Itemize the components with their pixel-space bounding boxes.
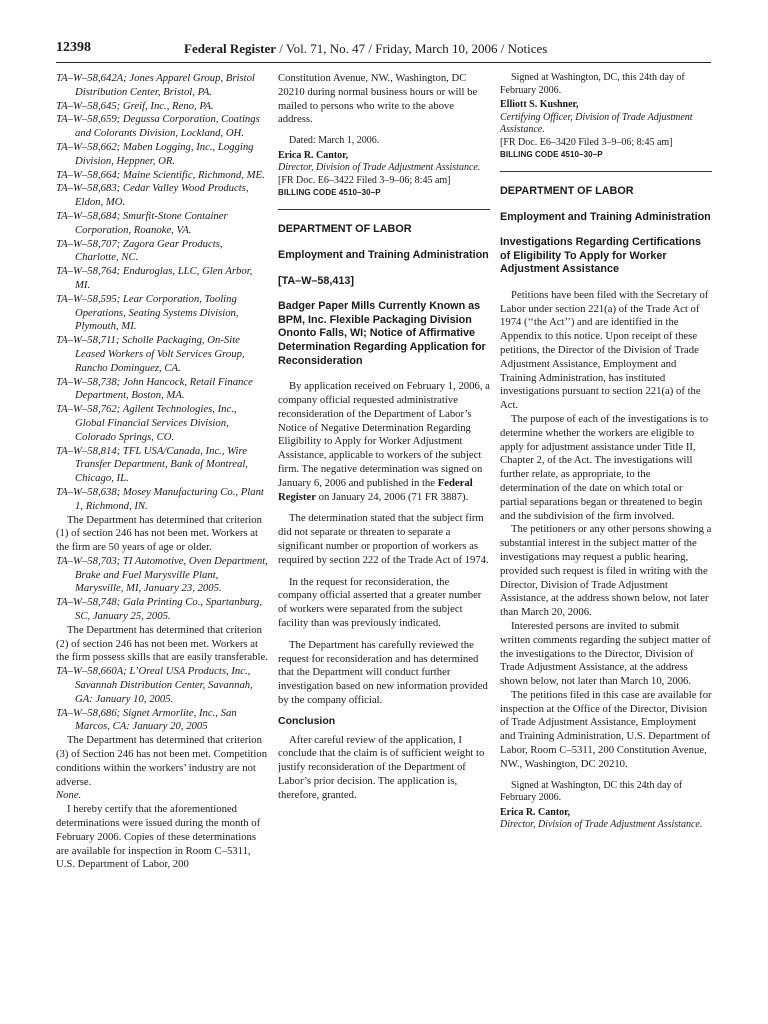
journal-name: Federal Register	[184, 41, 277, 56]
list-item: TA–W–58,764; Enduroglas, LLC, Glen Arbor, MI.	[56, 265, 253, 291]
list-item: TA–W–58,645; Greif, Inc., Reno, PA.	[56, 99, 214, 112]
determination-list-b	[56, 555, 268, 624]
continued-paragraph: Constitution Avenue, NW., Washington, DC 20210 during normal business hours or will be mailed to persons who write to the above address.	[278, 72, 478, 126]
fr-doc-line: [FR Doc. E6–3420 Filed 3–9–06; 8:45 am]	[500, 136, 673, 148]
page-number: 12398	[56, 40, 91, 55]
department-heading: DEPARTMENT OF LABOR	[500, 185, 634, 197]
signed-line: Signed at Washington, DC, this 24th day of February 2006.	[500, 72, 685, 96]
billing-code: BILLING CODE 4510–30–P	[500, 150, 603, 159]
list-item: TA–W–58,659; Degussa Corporation, Coatings and Colorants Division, Lockland, OH.	[56, 113, 260, 140]
conclusion-heading: Conclusion	[278, 714, 336, 727]
determination-list-a	[56, 72, 268, 514]
list-item: TA–W–58,703; TI Automotive, Oven Department, Brake and Fuel Marysville Plant, Marysville, MI, January 23, 2005.	[56, 554, 268, 595]
list-item: TA–W–58,738; John Hancock, Retail Finance Department, Boston, MA.	[56, 375, 253, 402]
body-paragraph: The Department has determined that criterion (3) of Section 246 has not been met. Competition conditions within the workers’ industry are not adverse.	[56, 734, 268, 788]
list-item: TA–W–58,638; Mosey Manufacturing Co., Plant 1, Richmond, IN.	[56, 485, 264, 512]
signer-title: Director, Division of Trade Adjustment Assistance.	[278, 162, 481, 174]
agency-heading: Employment and Training Administration	[278, 249, 489, 262]
list-item: TA–W–58,686; Signet Armorlite, Inc., San Marcos, CA: January 20, 2005	[56, 706, 237, 733]
dated-line: Dated: March 1, 2006.	[289, 135, 380, 147]
body-paragraph: The petitions filed in this case are available for inspection at the Office of the Director, Division of Trade Adjustment Assistance, Employment and Training Administration, U.S. Department of Labor, Room C–5311, 200 Constitution Avenue, NW., Washington, DC 20210.	[500, 688, 712, 770]
body-paragraph: The purpose of each of the investigations is to determine whether the workers are eligible to apply for adjustment assistance under Title II, Chapter 2, of the Act. The investigations will further relate, as appropriate, to the determination of the date on which total or partial separations began or threatened to begin and the subdivision of the firm involved.	[500, 412, 709, 522]
list-item: TA–W–58,662; Maben Logging, Inc., Logging Division, Heppner, OR.	[56, 140, 254, 167]
list-item: TA–W–58,660A; L’Oreal USA Products, Inc., Savannah Distribution Center, Savannah, GA: January 10, 2005.	[56, 665, 253, 705]
body-paragraph: Petitions have been filed with the Secretary of Labor under section 221(a) of the Trade Act of 1974 (‘‘the Act’’) and are identified in the Appendix to this notice. Upon receipt of these petitions, the Director of the Division of Trade Adjustment Assistance, Employment and Training Administration, has instituted investigations pursuant to section 221(a) of the Act.	[500, 288, 709, 412]
running-head	[184, 41, 547, 57]
billing-code: BILLING CODE 4510–30–P	[278, 188, 381, 198]
agency-heading: Employment and Training Administration	[500, 211, 711, 223]
list-item: TA–W–58,707; Zagora Gear Products, Charlotte, NC.	[56, 237, 223, 264]
body-paragraph: The Department has carefully reviewed the request for reconsideration and has determined that the Department will conduct further investigation based on new information provided by the company official.	[278, 638, 488, 706]
column-1	[56, 72, 268, 1012]
signer-name: Elliott S. Kushner,	[500, 99, 579, 110]
list-item: TA–W–58,762; Agilent Technologies, Inc., Global Financial Services Division, Colorado Springs, CO.	[56, 403, 237, 443]
list-item: TA–W–58,814; TFL USA/Canada, Inc., Wire Transfer Department, Bank of Montreal, Chicago, IL.	[56, 444, 248, 485]
list-item: TA–W–58,642A; Jones Apparel Group, Bristol Distribution Center, Bristol, PA.	[56, 72, 255, 98]
fr-doc-line: [FR Doc. E6–3422 Filed 3–9–06; 8:45 am]	[278, 174, 451, 186]
list-item: TA–W–58,683; Cedar Valley Wood Products, Eldon, MO.	[56, 182, 249, 209]
column-3	[500, 72, 712, 1012]
section-divider	[500, 171, 712, 172]
list-item: TA–W–58,595; Lear Corporation, Tooling Operations, Seating Systems Division, Plymouth, MI.	[56, 292, 239, 333]
body-paragraph: Interested persons are invited to submit written comments regarding the subject matter of the investigations to the Director, Division of Trade Adjustment Assistance, at the address shown below, not later than March 10, 2006.	[500, 619, 711, 688]
body-paragraph: The determination stated that the subject firm did not separate or threaten to separate a significant number or proportion of workers as required by section 222 of the Trade Act of 1974.	[278, 512, 489, 566]
none-label: None.	[56, 789, 82, 802]
department-heading: DEPARTMENT OF LABOR	[278, 223, 412, 236]
list-item: TA–W–58,711; Scholle Packaging, On-Site Leased Workers of Volt Services Group, Rancho Dominguez, CA.	[56, 334, 245, 374]
federal-register-ref: Federal Register	[278, 476, 473, 503]
signer-title: Certifying Officer, Division of Trade Adjustment Assistance.	[500, 111, 693, 135]
notice-title: Badger Paper Mills Currently Known as BPM, Inc. Flexible Packaging Division Ononto Falls, WI; Notice of Affirmative Determination Regarding Application for Reconsideration	[278, 300, 486, 367]
body-paragraph	[278, 380, 490, 504]
docket-number: [TA–W–58,413]	[278, 275, 355, 288]
list-item: TA–W–58,748; Gala Printing Co., Spartanburg, SC, January 25, 2005.	[56, 596, 263, 623]
signer-title: Director, Division of Trade Adjustment Assistance.	[500, 819, 703, 831]
list-item: TA–W–58,664; Maine Scientific, Richmond, ME.	[56, 168, 265, 181]
list-item: TA–W–58,684; Smurfit-Stone Container Corporation, Roanoke, VA.	[56, 209, 228, 236]
signer-name: Erica R. Cantor,	[500, 806, 571, 818]
body-paragraph: The Department has determined that criterion (2) of section 246 has not been met. Workers at the firm possess skills that are easily transferable.	[56, 623, 268, 664]
paragraph-text: on January 24, 2006 (71 FR 3887).	[315, 490, 469, 503]
header-rule	[56, 62, 711, 63]
page-header	[56, 40, 711, 60]
body-paragraph: I hereby certify that the aforementioned determinations were issued during the month of February 2006. Copies of these determinations are available for inspection in Room C–5311, U.S. Department of Labor, 200	[56, 803, 261, 871]
body-paragraph: The Department has determined that criterion (1) of section 246 has not been met. Workers at the firm are 50 years of age or older.	[56, 513, 262, 554]
body-paragraph: After careful review of the application, I conclude that the claim is of sufficient weight to justify reconsideration of the Department of Labor’s prior decision. The application is, therefore, granted.	[278, 733, 485, 801]
issue-citation: / Vol. 71, No. 47 / Friday, March 10, 2006 / Notices	[276, 41, 548, 56]
column-2	[278, 72, 490, 1012]
determination-list-c	[56, 665, 268, 734]
body-paragraph: The petitioners or any other persons showing a substantial interest in the subject matter of the investigations may request a public hearing, provided such request is filed in writing with the Director, Division of Trade Adjustment Assistance, at the address shown below, not later than March 20, 2006.	[500, 523, 712, 619]
body-paragraph: In the request for reconsideration, the company official asserted that a greater number of workers were separated from the subject facility than was previously indicated.	[278, 575, 482, 629]
section-divider	[278, 209, 490, 210]
signer-name: Erica R. Cantor,	[278, 149, 349, 161]
paragraph-text: By application received on February 1, 2006, a company official requested administrative reconsideration of the Department of Labor’s Notice of Negative Determination Regarding Eligibility to Apply for Worker Adjustment Assistance, applicable to workers of the subject firm. The negative determination was signed on January 6, 2006 and published in the	[278, 380, 490, 489]
notice-title: Investigations Regarding Certifications of Eligibility To Apply for Worker Adjustment Assistance	[500, 236, 701, 276]
signed-line: Signed at Washington, DC this 24th day of February 2006.	[500, 779, 683, 804]
